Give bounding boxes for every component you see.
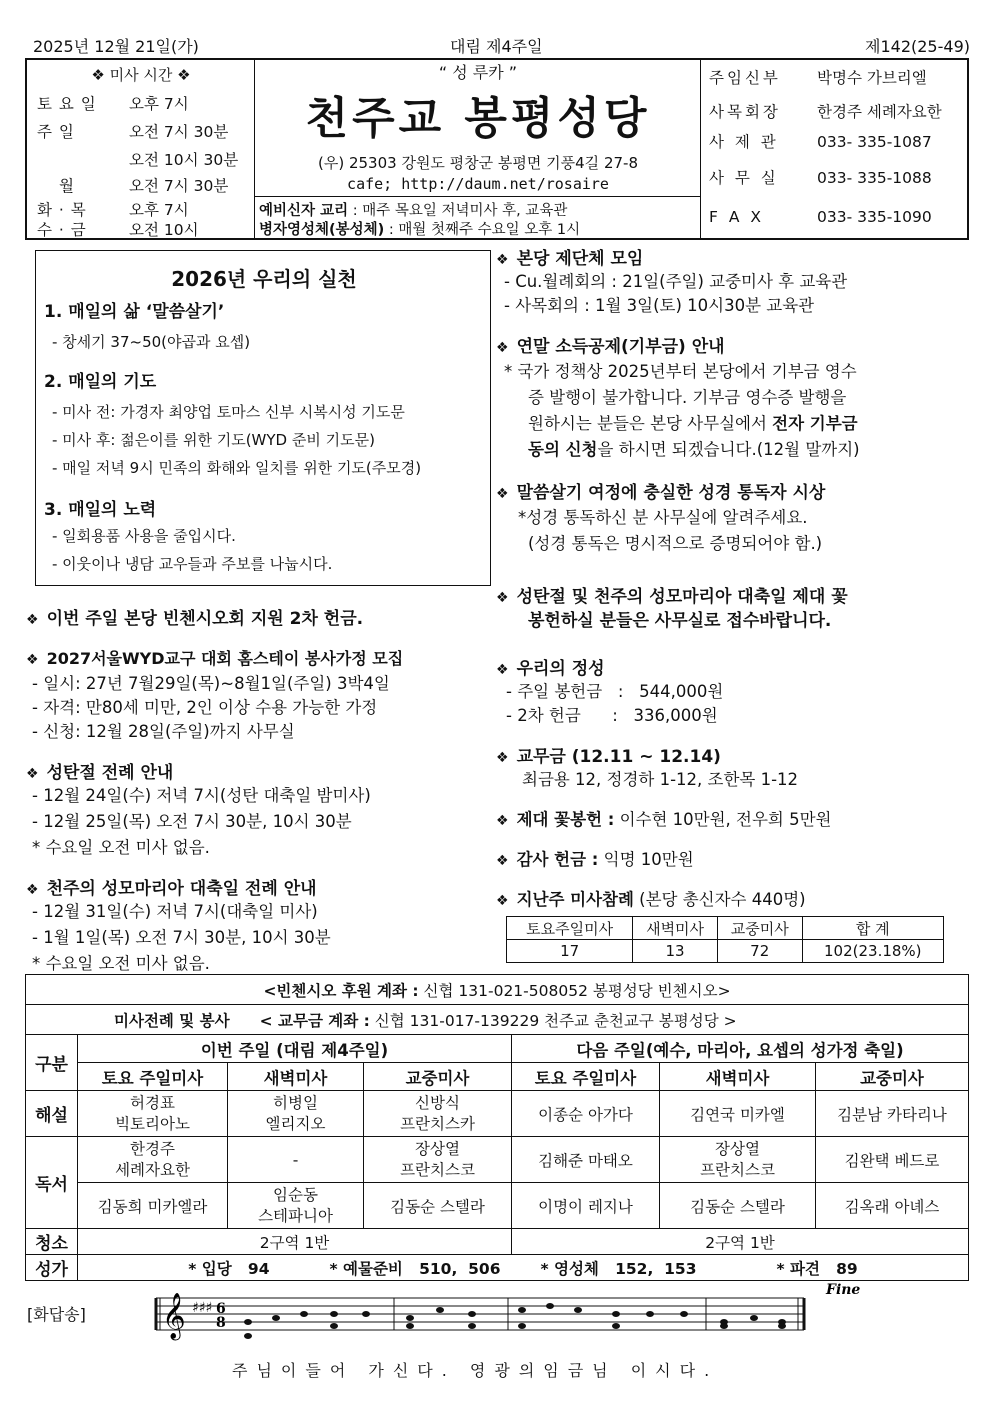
church-info-panel: [255, 60, 701, 238]
thanks-offering: ❖ 감사 헌금 : 익명 10만원: [496, 850, 694, 869]
group-line: - Cu.월례회의 : 21일(주일) 교중미사 후 교육관: [504, 272, 848, 291]
table-row: [26, 1183, 969, 1229]
hymn-list: * 입당 94 * 예물준비 510, 506 * 영성체 152, 153 * 파견 89: [78, 1255, 969, 1281]
mass-row: 주 일 오전 7시 30분: [37, 123, 229, 141]
wyd-title: ❖ 2027서울WYD교구 대회 홈스테이 봉사가정 모집: [26, 649, 404, 668]
table-cell: 신방식 프란치스카: [364, 1091, 512, 1137]
sick-communion-info: 병자영성체(봉성체) : 매월 첫째주 수요일 오후 1시: [259, 222, 581, 238]
table-cell: 김완택 베드로: [816, 1137, 969, 1183]
wyd-line: - 자격: 만80세 미만, 2인 이상 수용 가능한 가정: [32, 698, 378, 717]
staff-panel: [701, 60, 967, 238]
svg-text:8: 8: [216, 1315, 226, 1331]
table-cell: 한경주 세례자요한: [78, 1137, 228, 1183]
practice-item: - 일회용품 사용을 줄입시다.: [52, 527, 236, 545]
table-row: [26, 1091, 969, 1137]
next-week-header: 다음 주일(예수, 마리아, 요셉의 성가정 축일): [512, 1035, 969, 1063]
col-header: 토요 주일미사: [512, 1063, 660, 1091]
diamond-icon: ❖: [496, 750, 509, 766]
table-header: 합 계: [802, 917, 943, 940]
bible-line: (성경 통독은 명시적으로 증명되어야 함.): [528, 534, 823, 553]
svg-text:𝄞: 𝄞: [162, 1293, 186, 1339]
divider: [255, 196, 701, 197]
fund-title: ❖ 교무금 (12.11 ~ 12.14): [496, 747, 721, 767]
vincent-account: <빈첸시오 후원 계좌 : 신협 131-021-508052 봉평성당 빈첸시오>: [26, 975, 969, 1005]
table-row: [26, 1063, 969, 1091]
table-row: [26, 1229, 969, 1255]
mary-line: * 수요일 오전 미사 없음.: [32, 954, 210, 973]
table-cell: 임순동 스테파니아: [228, 1183, 364, 1229]
table-row: [26, 975, 969, 1005]
diamond-icon: ❖: [26, 766, 39, 782]
table-cell: 이명이 레지나: [512, 1183, 660, 1229]
table-cell: 김연국 미카엘: [660, 1091, 816, 1137]
cafe-link[interactable]: cafe; http://daum.net/rosaire: [347, 175, 609, 193]
tax-title: ❖ 연말 소득공제(기부금) 안내: [496, 337, 725, 357]
table-cell: 장상열 프란치스코: [364, 1137, 512, 1183]
psalm-label: [화답송]: [27, 1305, 86, 1324]
mary-title: ❖ 천주의 성모마리아 대축일 전례 안내: [26, 879, 317, 899]
fund-line: 최금용 12, 정경하 1-12, 조한목 1-12: [522, 770, 799, 789]
clean-label: 청소: [26, 1229, 78, 1255]
gubun-label: 구분: [26, 1035, 78, 1091]
diamond-icon: ❖: [496, 340, 509, 356]
diamond-icon: ❖: [496, 590, 509, 606]
diamond-icon: ❖: [496, 853, 509, 869]
table-cell: 김해준 마태오: [512, 1137, 660, 1183]
practice-heading: 1. 매일의 삶 ‘말씀살기’: [44, 302, 225, 322]
mary-line: - 12월 31일(수) 저녁 7시(대축일 미사): [32, 902, 318, 921]
bulletin-date: 2025년 12월 21일(가): [33, 37, 199, 56]
flower-notice-line: 봉헌하실 분들은 사무실로 접수바랍니다.: [528, 611, 832, 631]
table-cell: -: [228, 1137, 364, 1183]
col-header: 새벽미사: [660, 1063, 816, 1091]
table-cell: 17: [507, 940, 633, 963]
altar-flower: ❖ 제대 꽃봉헌 : 이수현 10만원, 전우희 5만원: [496, 810, 832, 829]
practice-item: - 미사 후: 젊은이를 위한 기도(WYD 준비 기도문): [52, 431, 375, 449]
wyd-line: - 신청: 12월 28일(주일)까지 사무실: [32, 722, 295, 741]
commentary-label: 해설: [26, 1091, 78, 1137]
col-header: 교중미사: [816, 1063, 969, 1091]
xmas-line: * 수요일 오전 미사 없음.: [32, 838, 210, 857]
col-header: 교중미사: [364, 1063, 512, 1091]
church-name: 천주교 봉평성당: [305, 93, 651, 144]
xmas-line: - 12월 24일(수) 저녁 7시(성탄 대축일 밤미사): [32, 786, 371, 805]
table-cell: 13: [633, 940, 718, 963]
diamond-icon: ❖: [26, 882, 39, 898]
svg-text:♯♯♯: ♯♯♯: [192, 1300, 213, 1316]
bible-line: *성경 통독하신 분 사무실에 알려주세요.: [518, 508, 808, 527]
diamond-icon: ❖: [496, 813, 509, 829]
practice-box: [35, 250, 491, 586]
tax-line: 동의 신청을 하시면 되겠습니다.(12월 말까지): [528, 440, 860, 459]
table-cell: 김분남 카타리나: [816, 1091, 969, 1137]
diamond-icon: ❖: [496, 252, 509, 268]
staff-row: 사 무 실 033- 335-1088: [709, 169, 932, 187]
mass-row: 월 오전 7시 30분: [59, 177, 229, 195]
practice-item: - 이웃이나 냉담 교우들과 주보를 나눕시다.: [52, 555, 333, 573]
table-cell: 김동순 스텔라: [364, 1183, 512, 1229]
practice-heading: 3. 매일의 노력: [44, 500, 157, 520]
this-week-header: 이번 주일 (대림 제4주일): [78, 1035, 512, 1063]
attendance-title: ❖ 지난주 미사참례 (본당 총신자수 440명): [496, 890, 806, 909]
liturgical-day: 대림 제4주일: [450, 37, 543, 56]
table-row: [507, 917, 944, 940]
tax-line: * 국가 정책상 2025년부터 본당에서 기부금 영수: [504, 362, 857, 381]
bible-title: ❖ 말씀살기 여정에 충실한 성경 통독자 시상: [496, 483, 826, 503]
diamond-icon: ❖: [496, 662, 509, 678]
practice-title: 2026년 우리의 실천: [171, 267, 357, 291]
fund-account: 미사전례 및 봉사 < 교무금 계좌 : 신협 131-017-139229 천주교 춘천교구 봉평성당 >: [26, 1005, 969, 1035]
table-cell: 김동희 미카엘라: [78, 1183, 228, 1229]
fine-mark: Fine: [826, 1282, 861, 1298]
mass-row: 화 · 목 오후 7시: [37, 201, 189, 219]
tax-line: 원하시는 분들은 본당 사무실에서 전자 기부금: [528, 414, 858, 433]
table-row: [26, 1255, 969, 1281]
table-row: [26, 1005, 969, 1035]
table-row: [507, 940, 944, 963]
practice-heading: 2. 매일의 기도: [44, 372, 157, 392]
reading-label: 독서: [26, 1137, 78, 1229]
table-cell: 2구역 1반: [78, 1229, 512, 1255]
vincent-notice: ❖ 이번 주일 본당 빈첸시오회 지원 2차 헌금.: [26, 609, 364, 629]
table-cell: 이종순 아가다: [512, 1091, 660, 1137]
table-cell: 장상열 프란치스코: [660, 1137, 816, 1183]
diamond-icon: ❖: [26, 652, 39, 668]
roster-table: [25, 974, 969, 1281]
group-line: - 사목회의 : 1월 3일(토) 10시30분 교육관: [504, 296, 815, 315]
mass-row: 오전 10시 30분: [129, 151, 239, 169]
practice-item: - 창세기 37~50(야곱과 요셉): [52, 333, 251, 351]
table-cell: 김동순 스텔라: [660, 1183, 816, 1229]
staff-row: 사목회장 한경주 세례자요한: [709, 103, 942, 121]
table-row: [26, 1137, 969, 1183]
offering-title: ❖ 우리의 정성: [496, 659, 605, 679]
xmas-line: - 12월 25일(목) 오전 7시 30분, 10시 30분: [32, 812, 352, 831]
mary-line: - 1월 1일(목) 오전 7시 30분, 10시 30분: [32, 928, 331, 947]
top-line: [25, 34, 970, 56]
table-cell: 2구역 1반: [512, 1229, 969, 1255]
group-title: ❖ 본당 제단체 모임: [496, 249, 644, 269]
attendance-table: [506, 916, 944, 963]
flower-notice: ❖ 성탄절 및 천주의 성모마리아 대축일 제대 꽃: [496, 587, 848, 607]
table-cell: 허경표 빅토리아노: [78, 1091, 228, 1137]
psalm-score-icon: [150, 1282, 970, 1352]
staff-row: 사 제 관 033- 335-1087: [709, 133, 932, 151]
table-cell: 72: [717, 940, 802, 963]
diamond-icon: ❖: [26, 612, 39, 628]
mass-times-panel: [27, 60, 255, 238]
hymn-label: 성가: [26, 1255, 78, 1281]
header-box: [25, 58, 969, 240]
xmas-title: ❖ 성탄절 전례 안내: [26, 763, 174, 783]
mass-times-title: ❖ 미사 시간 ❖: [91, 66, 191, 84]
col-header: 새벽미사: [228, 1063, 364, 1091]
tax-line: 증 발행이 불가합니다. 기부금 영수증 발행을: [528, 388, 847, 407]
church-address: (우) 25303 강원도 평창군 봉평면 기풍4길 27-8: [318, 154, 638, 172]
catechumen-info: 예비신자 교리 : 매주 목요일 저녁미사 후, 교육관: [259, 203, 568, 219]
staff-row: F A X 033- 335-1090: [709, 208, 932, 226]
table-cell: 히병일 엘리지오: [228, 1091, 364, 1137]
svg-text:6: 6: [216, 1301, 226, 1317]
table-header: 교중미사: [717, 917, 802, 940]
col-header: 토요 주일미사: [78, 1063, 228, 1091]
patron-saint: “ 성 루카 ”: [438, 63, 518, 82]
wyd-line: - 일시: 27년 7월29일(목)~8월1일(주일) 3박4일: [32, 674, 390, 693]
table-header: 토요주일미사: [507, 917, 633, 940]
offering-line: - 주일 봉헌금 : 544,000원: [506, 682, 724, 701]
mass-row: 수 · 금 오전 10시: [37, 221, 199, 239]
diamond-icon: ❖: [496, 893, 509, 909]
practice-item: - 매일 저녁 9시 민족의 화해와 일치를 위한 기도(주모경): [52, 459, 422, 477]
staff-row: 주임신부 박명수 가브리엘: [709, 69, 927, 87]
diamond-icon: ❖: [496, 486, 509, 502]
table-row: [26, 1035, 969, 1063]
table-cell: 김옥래 아녜스: [816, 1183, 969, 1229]
psalm-lyrics: 주님이들어 가신다. 영광의임금님 이시다.: [232, 1361, 719, 1380]
practice-item: - 미사 전: 가경자 최양업 토마스 신부 시복시성 기도문: [52, 403, 405, 421]
issue-number: 제142(25-49): [865, 37, 970, 56]
offering-line: - 2차 헌금 : 336,000원: [506, 706, 718, 725]
mass-row: 토 요 일 오후 7시: [37, 95, 189, 113]
table-header: 새벽미사: [633, 917, 718, 940]
table-cell: 102(23.18%): [802, 940, 943, 963]
